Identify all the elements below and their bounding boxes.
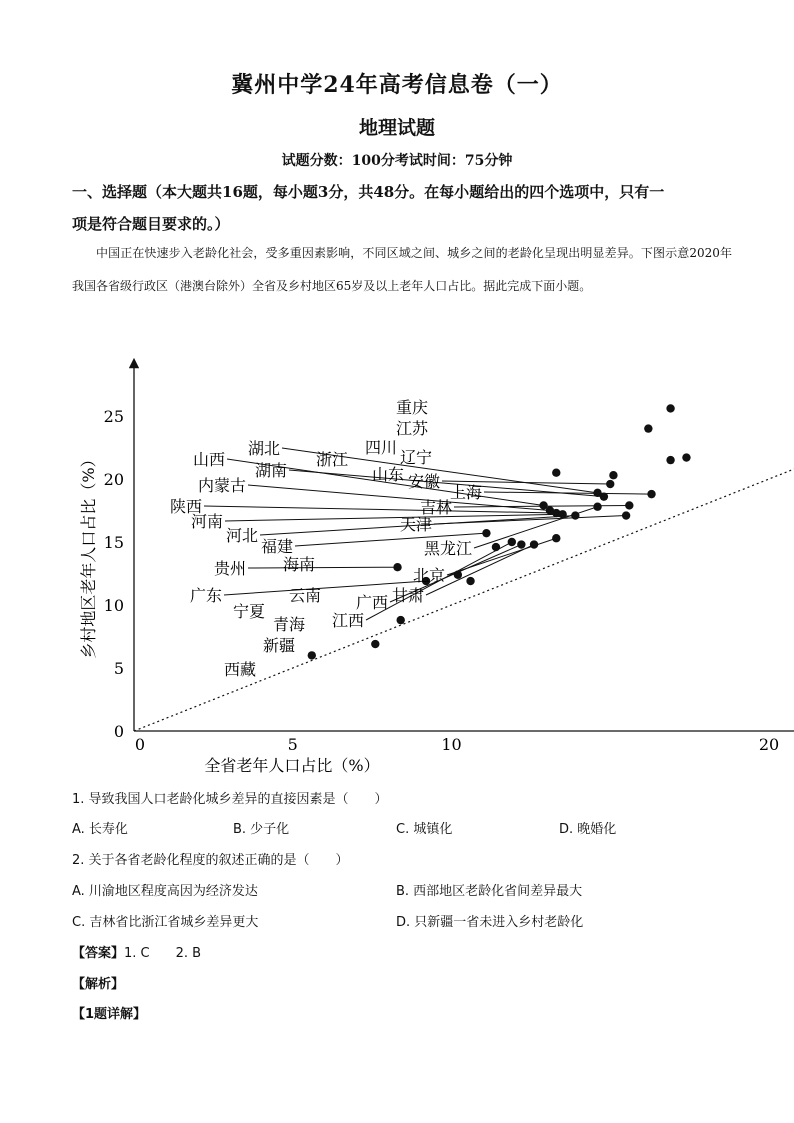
data-point-22 bbox=[517, 540, 525, 548]
data-point-28 bbox=[454, 571, 462, 579]
q1-option-d[interactable]: D. 晚婚化 bbox=[559, 822, 617, 837]
data-point-23 bbox=[508, 538, 516, 546]
point-label: 浙江 bbox=[316, 450, 349, 469]
point-label: 天津 bbox=[400, 515, 433, 534]
question-2-stem: 2. 关于各省老龄化程度的叙述正确的是（ ） bbox=[72, 853, 349, 868]
q1-option-a[interactable]: A. 长寿化 bbox=[72, 822, 128, 837]
analysis-tag: 【解析】 bbox=[72, 977, 125, 992]
x-tick-label: 5 bbox=[287, 735, 298, 754]
point-label: 湖南 bbox=[255, 461, 288, 480]
section-heading-line2: 项是符合题目要求的。） bbox=[72, 215, 230, 233]
point-label: 湖北 bbox=[248, 439, 281, 458]
y-tick-label: 25 bbox=[103, 407, 124, 426]
data-point-19 bbox=[482, 529, 490, 537]
point-label: 宁夏 bbox=[233, 602, 266, 621]
point-label: 安徽 bbox=[408, 472, 441, 491]
q2-option-d[interactable]: D. 只新疆一省未进入乡村老龄化 bbox=[396, 915, 584, 930]
data-point-3 bbox=[666, 456, 674, 464]
q2-option-a[interactable]: A. 川渝地区程度高因为经济发达 bbox=[72, 884, 258, 899]
data-point-25 bbox=[393, 563, 401, 571]
point-label: 福建 bbox=[261, 537, 294, 556]
x-axis-label: 全省老年人口占比（%） bbox=[204, 756, 380, 775]
answer-tag: 【答案】 bbox=[72, 946, 125, 961]
leader-line bbox=[248, 485, 550, 511]
data-point-20 bbox=[552, 534, 560, 542]
question-1-stem: 1. 导致我国人口老龄化城乡差异的直接因素是（ ） bbox=[72, 792, 388, 807]
answer-text: 1. C 2. B bbox=[124, 946, 202, 961]
detail-tag: 【1题详解】 bbox=[72, 1007, 147, 1022]
point-label: 北京 bbox=[413, 566, 446, 585]
y-tick-label: 10 bbox=[103, 596, 124, 615]
point-label: 云南 bbox=[289, 586, 322, 605]
y-axis-label: 乡村地区老年人口占比（%） bbox=[79, 451, 98, 659]
q1-option-b[interactable]: B. 少子化 bbox=[233, 822, 290, 837]
point-label: 河北 bbox=[226, 526, 259, 545]
y-tick-label: 20 bbox=[103, 470, 124, 489]
point-label: 重庆 bbox=[396, 398, 429, 417]
point-label: 辽宁 bbox=[400, 448, 433, 467]
point-label: 广东 bbox=[190, 586, 223, 605]
point-label: 新疆 bbox=[263, 636, 296, 655]
answer-line bbox=[72, 942, 201, 961]
data-point-26 bbox=[466, 577, 474, 585]
point-label: 吉林 bbox=[420, 498, 453, 517]
x-tick-label: 0 bbox=[134, 735, 146, 754]
data-point-30 bbox=[371, 640, 379, 648]
point-label: 江苏 bbox=[396, 419, 429, 438]
data-point-29 bbox=[397, 616, 405, 624]
data-point-7 bbox=[606, 480, 614, 488]
point-label: 青海 bbox=[273, 615, 306, 634]
data-point-21 bbox=[530, 540, 538, 548]
x-tick-label: 10 bbox=[441, 735, 462, 754]
point-label: 内蒙古 bbox=[198, 476, 247, 495]
exam-title: 冀州中学24年高考信息卷（一） bbox=[231, 72, 563, 98]
point-label: 山西 bbox=[193, 450, 226, 469]
y-tick-label: 15 bbox=[103, 533, 124, 552]
scatter-chart bbox=[60, 355, 780, 785]
y-tick-label: 5 bbox=[113, 659, 124, 678]
data-point-17 bbox=[558, 510, 566, 518]
point-label: 陕西 bbox=[170, 497, 203, 516]
data-point-8 bbox=[647, 490, 655, 498]
point-label: 黑龙江 bbox=[424, 539, 473, 558]
exam-meta: 试题分数：100分考试时间：75分钟 bbox=[281, 153, 513, 169]
data-point-2 bbox=[644, 424, 652, 432]
data-point-5 bbox=[552, 469, 560, 477]
data-point-24 bbox=[492, 543, 500, 551]
data-point-6 bbox=[609, 471, 617, 479]
point-labels bbox=[170, 398, 482, 679]
data-point-18 bbox=[571, 511, 579, 519]
data-point-31 bbox=[308, 651, 316, 659]
point-label: 甘肃 bbox=[392, 586, 425, 605]
point-label: 江西 bbox=[332, 611, 365, 630]
point-label: 上海 bbox=[450, 483, 483, 502]
q2-option-b[interactable]: B. 西部地区老龄化省间差异最大 bbox=[396, 884, 583, 899]
subject-title: 地理试题 bbox=[358, 117, 435, 139]
data-point-12 bbox=[622, 511, 630, 519]
point-label: 山东 bbox=[372, 465, 405, 484]
data-point-10 bbox=[600, 492, 608, 500]
passage: 中国正在快速步入老龄化社会，受多重因素影响，不同区域之间、城乡之间的老龄化呈现出明显差异。下图示意2020年我国各省级行政区（港澳台除外）全省及乡村地区65岁及以上老年人口占比。据此完成下面小题。 bbox=[72, 246, 732, 293]
point-label: 河南 bbox=[191, 512, 224, 531]
data-point-4 bbox=[682, 453, 690, 461]
y-tick-label: 0 bbox=[113, 722, 124, 741]
q2-option-c[interactable]: C. 吉林省比浙江省城乡差异更大 bbox=[72, 915, 259, 930]
data-point-11 bbox=[625, 501, 633, 509]
leader-line bbox=[225, 514, 563, 521]
chart-axes bbox=[104, 363, 794, 754]
point-label: 贵州 bbox=[214, 559, 247, 578]
data-point-13 bbox=[593, 503, 601, 511]
x-tick-label: 20 bbox=[758, 735, 780, 754]
point-label: 海南 bbox=[283, 555, 316, 574]
point-label: 广西 bbox=[356, 593, 389, 612]
section-heading-line1: 一、选择题（本大题共16题，每小题3分，共48分。在每小题给出的四个选项中，只有一 bbox=[72, 183, 665, 201]
leader-line bbox=[248, 567, 398, 568]
point-label: 四川 bbox=[365, 438, 398, 457]
q1-option-c[interactable]: C. 城镇化 bbox=[396, 822, 453, 837]
data-point-1 bbox=[666, 404, 674, 412]
point-label: 西藏 bbox=[224, 660, 257, 679]
